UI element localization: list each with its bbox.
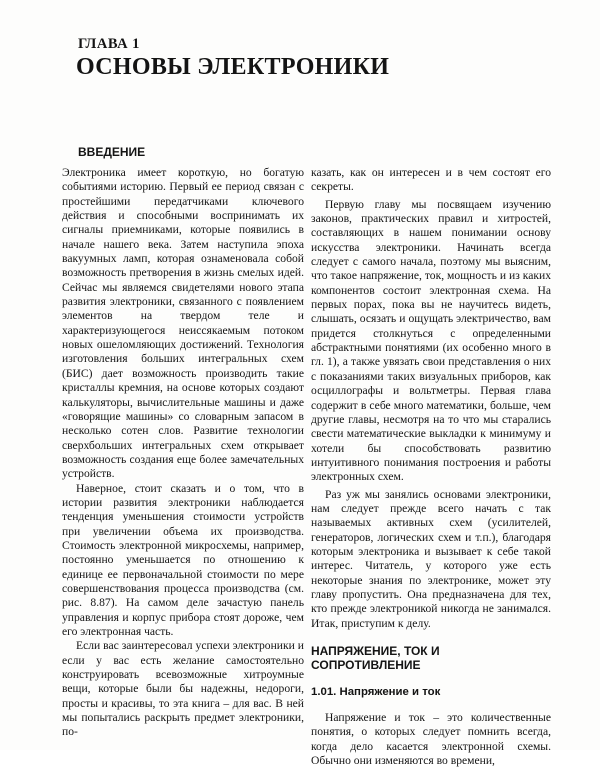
right-text-column — [311, 166, 551, 768]
left-text-column — [62, 166, 304, 740]
left-paragraph-2: Наверное, стоит сказать и о том, что в истории развития электроники наблюдается тенденция уменьшения стоимости устройств при увеличении объема их производства. Стоимость электронной микросхемы, например, постоянно уменьшается по отношению к единице ее первоначальной стоимости по мере совершенствования процесса производства (см. рис. 8.87). На самом деле зачастую панель управления и корпус прибора стоят дороже, чем его электронная часть. — [62, 481, 304, 638]
left-paragraph-1: Электроника имеет короткую, но богатую событиями историю. Первый ее период связан с простейшими передатчиками ключевого действия и способными воспринимать их сигналы приемниками, которые появились в начале нашего века. Затем наступила эпоха вакуумных ламп, которая ознаменовала собой возможность претворения в жизнь смелых идей. Сейчас мы являемся свидетелями нового этапа развития электроники, связанного с появлением элементов на твердом теле и характеризующегося неиссякаемым потоком новых ошеломляющих достижений. Технология изготовления больших интегральных схем (БИС) дает возможность производить такие кристаллы кремния, на основе которых создают калькуляторы, вычислительные машины и даже «говорящие машины» со словарным запасом в несколько сотен слов. Развитие технологии сверхбольших интегральных схем открывает возможность создания еще более замечательных устройств. — [62, 166, 304, 481]
subsection-heading: 1.01. Напряжение и ток — [311, 685, 441, 698]
left-paragraph-3: Если вас заинтересовал успехи электроники и если у вас есть желание самостоятельно конструировать всевозможные хитроумные вещи, которые были бы надежны, недороги, просты и красивы, то эта книга – для вас. В ней мы попытались раскрыть предмет электроники, по- — [62, 639, 304, 739]
right-paragraph-2: Раз уж мы занялись основами электроники, нам следует прежде всего начать с так называемых активных схем (усилителей, генераторов, логических схем и т.п.), благодаря которым электроника и вызывает к себе такой интерес. Читатель, у которого уже есть некоторые знания по электронике, может эту главу пропустить. Она предназначена для тех, кто прежде электроникой никогда не занимался. Итак, приступим к делу. — [311, 487, 551, 630]
introduction-heading: ВВЕДЕНИЕ — [78, 145, 146, 159]
chapter-label: ГЛАВА 1 — [78, 36, 140, 52]
section-heading: НАПРЯЖЕНИЕ, ТОК И СОПРОТИВЛЕНИЕ — [311, 644, 440, 673]
right-paragraph-continuation: казать, как он интересен и в чем состоят его секреты. — [311, 166, 551, 194]
right-paragraph-1: Первую главу мы посвящаем изучению законов, практических правил и хитростей, составляющих в нашем понимании основу искусства электроники. Начинать всегда следует с самого начала, поэтому мы выясним, что такое напряжение, ток, мощность и из каких компонентов состоит электронная схема. На первых порах, пока вы не научитесь видеть, слышать, осязать и ощущать электричество, вам придется столкнуться с определенными абстрактными понятиями (их особенно много в гл. 1), а также увязать свои представления о них с показаниями таких визуальных приборов, как осциллографы и вольтметры. Первая глава содержит в себе много математики, больше, чем другие главы, несмотря на то что мы старались свести математические выкладки к минимуму и хотели бы способствовать развитию интуитивного понимания построения и работы электронных схем. — [311, 197, 551, 484]
right-paragraph-final: Напряжение и ток – это количественные понятия, о которых следует помнить всегда, когда дело касается электронной схемы. Обычно они изменяются во времени, — [311, 711, 551, 768]
chapter-title: ОСНОВЫ ЭЛЕКТРОНИКИ — [76, 54, 390, 80]
